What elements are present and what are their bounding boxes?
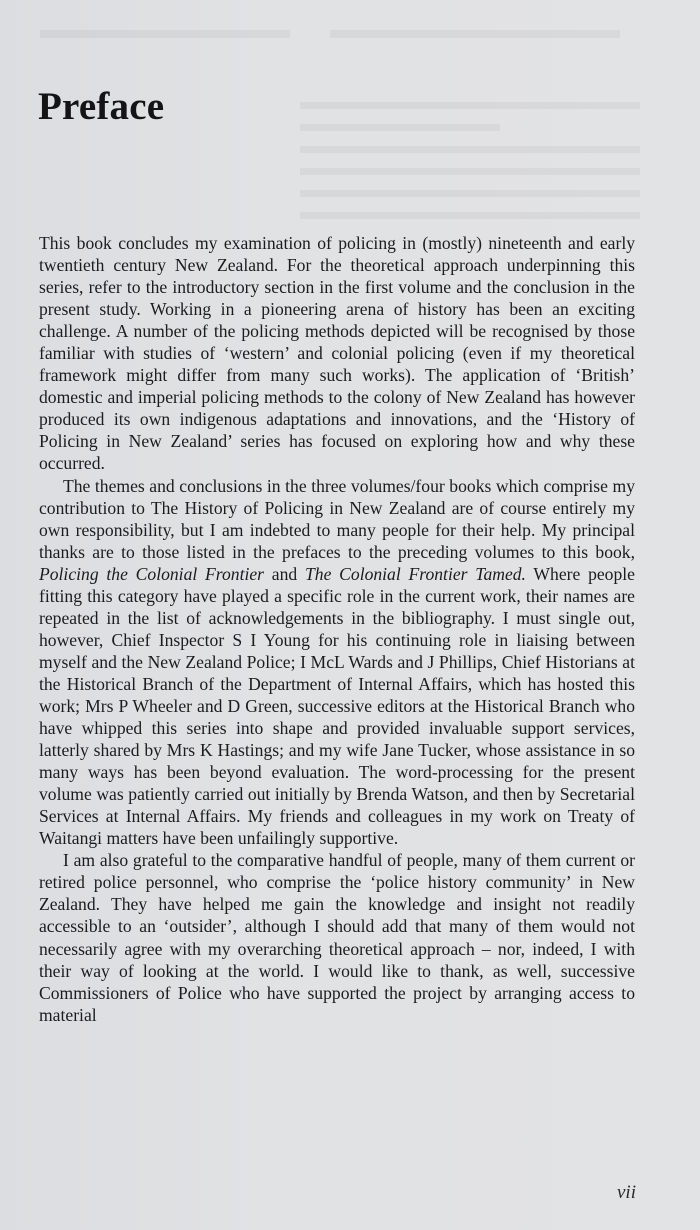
page-number: vii <box>617 1182 636 1203</box>
paragraph <box>39 849 635 1025</box>
book-title-italic: Policing the Colonial Frontier <box>39 563 265 584</box>
text-run: I am also grateful to the comparative handful of people, many of them current or retired police personnel, who comprise the ‘police history community’ in New Zealand. They have helped me gain the knowledge and insight not readily accessible to an ‘outsider’, although I should add that many of them would not necessarily agree with my overarching theoretical approach – nor, indeed, I with their way of looking at the world. I would like to thank, as well, successive Commissioners of Police who have supported the project by arranging access to material <box>39 850 635 1025</box>
ghost-line <box>300 102 640 109</box>
ghost-line <box>300 168 640 175</box>
ghost-line <box>40 30 290 38</box>
text-run: and <box>264 563 305 584</box>
ghost-line <box>300 212 640 219</box>
ghost-line <box>300 190 640 197</box>
book-title-italic: The Colonial Frontier Tamed. <box>304 563 526 584</box>
page-title: Preface <box>38 85 165 128</box>
text-run: The themes and conclusions in the three volumes/four books which comprise my contribution to The History of Policing in New Zealand are of course entirely my own responsibility, but I am indebted to many people for their help. My principal thanks are to those listed in the prefaces to the preceding volumes to this book, <box>39 475 635 562</box>
preface-body <box>39 232 635 1026</box>
ghost-line <box>300 146 640 153</box>
text-run: This book concludes my examination of policing in (mostly) nineteenth and early twentieth century New Zealand. For the theoretical approach underpinning this series, refer to the introductory section in the first volume and the conclusion in the present study. Working in a pioneering arena of history has been an exciting challenge. A number of the policing methods depicted will be recognised by those familiar with studies of ‘western’ and colonial policing (even if my theoretical framework might differ from many such works). The application of ‘British’ domestic and imperial policing methods to the colony of New Zealand has however produced its own indigenous adaptations and innovations, and the ‘History of Policing in New Zealand’ series has focused on exploring how and why these occurred. <box>39 233 635 474</box>
paragraph <box>39 232 635 475</box>
ghost-line <box>300 124 500 131</box>
paragraph <box>39 475 635 850</box>
ghost-line <box>330 30 620 38</box>
text-run: Where people fitting this category have played a specific role in the current work, their names are repeated in the list of acknowledgements in the bibliography. I must single out, however, Chief Inspector S I Young for his continuing role in liaising between myself and the New Zealand Police; I McL Wards and J Phillips, Chief Historians at the Historical Branch of the Department of Internal Affairs, which has hosted this work; Mrs P Wheeler and D Green, successive editors at the Historical Branch who have whipped this series into shape and provided invaluable support services, latterly shared by Mrs K Hastings; and my wife Jane Tucker, whose assistance in so many ways has been beyond evaluation. The word-processing for the present volume was patiently carried out initially by Brenda Watson, and then by Secretarial Services at Internal Affairs. My friends and colleagues in my work on Treaty of Waitangi matters have been unfailingly supportive. <box>39 563 635 849</box>
